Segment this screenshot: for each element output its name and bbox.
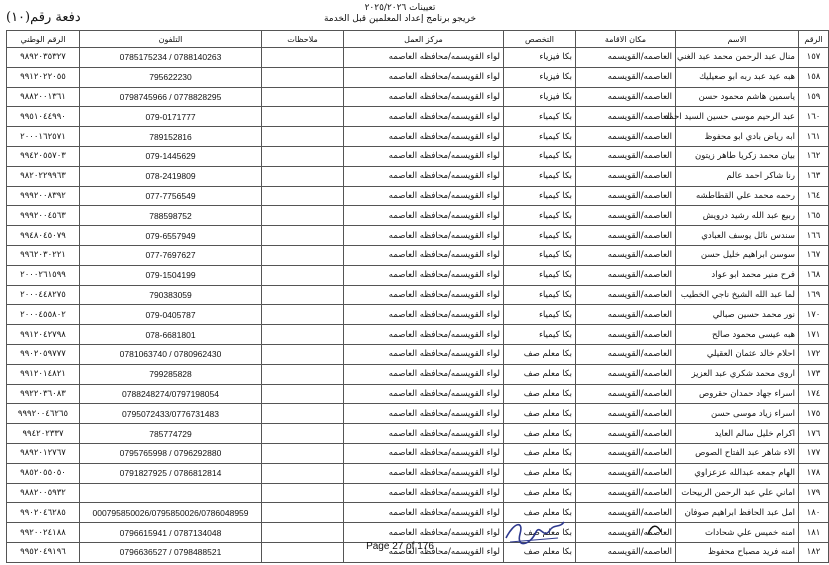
work-center-cell: لواء القويسمه/محافظه العاصمه bbox=[344, 206, 504, 226]
residence-cell: العاصمه/القويسمه bbox=[576, 404, 676, 424]
name-cell: فرح منير محمد ابو عواد bbox=[676, 265, 799, 285]
phone-cell: 789152816 bbox=[80, 127, 262, 147]
name-cell: امنه فريد مصباح محفوظ bbox=[676, 542, 799, 562]
table-row bbox=[7, 265, 829, 285]
specialty-cell: بكا كيمياء bbox=[504, 265, 576, 285]
table-row bbox=[7, 245, 829, 265]
notes-cell bbox=[262, 107, 344, 127]
row-number-cell: ١٥٨ bbox=[799, 67, 829, 87]
row-number-cell: ١٦٨ bbox=[799, 265, 829, 285]
work-center-cell: لواء القويسمه/محافظه العاصمه bbox=[344, 265, 504, 285]
specialty-cell: بكا معلم صف bbox=[504, 384, 576, 404]
phone-cell: 0791827925 / 0786812814 bbox=[80, 463, 262, 483]
national-id-cell: ٩٩٤٢٠٥٥٧٠٣ bbox=[7, 146, 80, 166]
work-center-cell: لواء القويسمه/محافظه العاصمه bbox=[344, 523, 504, 543]
column-header-specialty: التخصص bbox=[504, 31, 576, 48]
row-number-cell: ١٧٨ bbox=[799, 463, 829, 483]
residence-cell: العاصمه/القويسمه bbox=[576, 463, 676, 483]
phone-cell: 079-1445629 bbox=[80, 146, 262, 166]
national-id-cell: ٩٩٩٢٠٠٤٥٦٣ bbox=[7, 206, 80, 226]
residence-cell: العاصمه/القويسمه bbox=[576, 67, 676, 87]
notes-cell bbox=[262, 483, 344, 503]
residence-cell: العاصمه/القويسمه bbox=[576, 186, 676, 206]
national-id-cell: ٩٨٨٢٠٠١٣٦١ bbox=[7, 87, 80, 107]
residence-cell: العاصمه/القويسمه bbox=[576, 542, 676, 562]
national-id-cell: ٢٠٠٠١٦٢٥٧١ bbox=[7, 127, 80, 147]
specialty-cell: بكا كيمياء bbox=[504, 245, 576, 265]
document-title: تعيينات ٢٠٢٥/٢٠٢٦ bbox=[364, 3, 436, 13]
phone-cell bbox=[80, 483, 262, 503]
work-center-cell: لواء القويسمه/محافظه العاصمه bbox=[344, 483, 504, 503]
residence-cell: العاصمه/القويسمه bbox=[576, 384, 676, 404]
table-row bbox=[7, 166, 829, 186]
row-number-cell: ١٧٥ bbox=[799, 404, 829, 424]
batch-number-label: دفعة رقم(١٠) bbox=[6, 10, 81, 25]
work-center-cell: لواء القويسمه/محافظه العاصمه bbox=[344, 325, 504, 345]
phone-cell: 0796636527 / 0798488521 bbox=[80, 542, 262, 562]
name-cell: سندس نائل يوسف العبادي bbox=[676, 226, 799, 246]
residence-cell: العاصمه/القويسمه bbox=[576, 503, 676, 523]
column-header-name: الاسم bbox=[676, 31, 799, 48]
row-number-cell: ١٧٧ bbox=[799, 443, 829, 463]
phone-cell: 0798745966 / 0778828295 bbox=[80, 87, 262, 107]
specialty-cell: بكا كيمياء bbox=[504, 305, 576, 325]
name-cell: الاء شاهر عبد الفتاح الصوص bbox=[676, 443, 799, 463]
phone-cell: 0788248274/0797198054 bbox=[80, 384, 262, 404]
table-row bbox=[7, 404, 829, 424]
document-subtitle: خريجو برنامج إعداد المعلمين قبل الخدمة bbox=[323, 14, 477, 24]
residence-cell: العاصمه/القويسمه bbox=[576, 226, 676, 246]
column-header-residence: مكان الاقامة bbox=[576, 31, 676, 48]
residence-cell: العاصمه/القويسمه bbox=[576, 344, 676, 364]
residence-cell: العاصمه/القويسمه bbox=[576, 87, 676, 107]
column-header-phone: التلفون bbox=[80, 31, 262, 48]
national-id-cell: ٩٩٤٨٠٤٥٠٧٩ bbox=[7, 226, 80, 246]
work-center-cell: لواء القويسمه/محافظه العاصمه bbox=[344, 226, 504, 246]
table-row bbox=[7, 107, 829, 127]
name-cell: هبه عيسى محمود صالح bbox=[676, 325, 799, 345]
notes-cell bbox=[262, 48, 344, 68]
specialty-cell: بكا كيمياء bbox=[504, 186, 576, 206]
work-center-cell: لواء القويسمه/محافظه العاصمه bbox=[344, 384, 504, 404]
notes-cell bbox=[262, 226, 344, 246]
row-number-cell: ١٧٦ bbox=[799, 424, 829, 444]
work-center-cell: لواء القويسمه/محافظه العاصمه bbox=[344, 542, 504, 562]
column-header-work-center: مركز العمل bbox=[344, 31, 504, 48]
national-id-cell: ٩٨٥٢٠٥٥٠٥٠ bbox=[7, 463, 80, 483]
name-cell: اكرام خليل سالم العايد bbox=[676, 424, 799, 444]
notes-cell bbox=[262, 443, 344, 463]
phone-cell: 078-6681801 bbox=[80, 325, 262, 345]
phone-cell: 079-0405787 bbox=[80, 305, 262, 325]
table-row bbox=[7, 48, 829, 68]
residence-cell: العاصمه/القويسمه bbox=[576, 166, 676, 186]
phone-cell: 0796615941 / 0787134048 bbox=[80, 523, 262, 543]
table-row bbox=[7, 67, 829, 87]
national-id-cell: ٩٨٩٢٠١٢٧٦٧ bbox=[7, 443, 80, 463]
work-center-cell: لواء القويسمه/محافظه العاصمه bbox=[344, 107, 504, 127]
phone-cell: 079-1504199 bbox=[80, 265, 262, 285]
work-center-cell: لواء القويسمه/محافظه العاصمه bbox=[344, 48, 504, 68]
notes-cell bbox=[262, 463, 344, 483]
residence-cell: العاصمه/القويسمه bbox=[576, 107, 676, 127]
work-center-cell: لواء القويسمه/محافظه العاصمه bbox=[344, 443, 504, 463]
phone-cell: 788598752 bbox=[80, 206, 262, 226]
table-row bbox=[7, 87, 829, 107]
notes-cell bbox=[262, 285, 344, 305]
national-id-cell: ٩٩٥٢٠٤٩١٩٦ bbox=[7, 542, 80, 562]
specialty-cell: بكا كيمياء bbox=[504, 285, 576, 305]
column-header-national-id: الرقم الوطني bbox=[7, 31, 80, 48]
specialty-cell: بكا معلم صف bbox=[504, 404, 576, 424]
notes-cell bbox=[262, 424, 344, 444]
row-number-cell: ١٧١ bbox=[799, 325, 829, 345]
row-number-cell: ١٧٩ bbox=[799, 483, 829, 503]
specialty-cell: بكا كيمياء bbox=[504, 146, 576, 166]
specialty-cell: بكا معلم صف bbox=[504, 443, 576, 463]
table-row bbox=[7, 186, 829, 206]
table-row bbox=[7, 384, 829, 404]
row-number-cell: ١٦٩ bbox=[799, 285, 829, 305]
name-cell: امل عبد الحافظ ابراهيم صوفان bbox=[676, 503, 799, 523]
phone-cell: 0781063740 / 0780962430 bbox=[80, 344, 262, 364]
specialty-cell: بكا كيمياء bbox=[504, 166, 576, 186]
notes-cell bbox=[262, 146, 344, 166]
work-center-cell: لواء القويسمه/محافظه العاصمه bbox=[344, 285, 504, 305]
name-cell: ياسمين هاشم محمود حسن bbox=[676, 87, 799, 107]
residence-cell: العاصمه/القويسمه bbox=[576, 424, 676, 444]
notes-cell bbox=[262, 67, 344, 87]
work-center-cell: لواء القويسمه/محافظه العاصمه bbox=[344, 166, 504, 186]
name-cell: بيان محمد زكريا طاهر زيتون bbox=[676, 146, 799, 166]
notes-cell bbox=[262, 87, 344, 107]
national-id-cell: ٩٩٩٢٠٠٨٣٩٢ bbox=[7, 186, 80, 206]
phone-cell: 0785175234 / 0788140263 bbox=[80, 48, 262, 68]
phone-cell: 077-7756549 bbox=[80, 186, 262, 206]
row-number-cell: ١٦٥ bbox=[799, 206, 829, 226]
specialty-cell: بكا معلم صف bbox=[504, 483, 576, 503]
name-cell: سوسن ابراهيم خليل حسن bbox=[676, 245, 799, 265]
notes-cell bbox=[262, 245, 344, 265]
table-body bbox=[7, 48, 829, 563]
specialty-cell: بكا كيمياء bbox=[504, 107, 576, 127]
table-row bbox=[7, 305, 829, 325]
row-number-cell: ١٦١ bbox=[799, 127, 829, 147]
phone-cell: 790383059 bbox=[80, 285, 262, 305]
signature-mark bbox=[500, 510, 570, 550]
national-id-cell: ٩٩٢٠٠٢٤١٨٨ bbox=[7, 523, 80, 543]
notes-cell bbox=[262, 166, 344, 186]
national-id-cell: ٢٠٠٠٤٤٨٢٧٥ bbox=[7, 285, 80, 305]
notes-cell bbox=[262, 404, 344, 424]
specialty-cell: بكا فيزياء bbox=[504, 48, 576, 68]
name-cell: رنا شاكر احمد عالم bbox=[676, 166, 799, 186]
table-row bbox=[7, 424, 829, 444]
residence-cell: العاصمه/القويسمه bbox=[576, 364, 676, 384]
notes-cell bbox=[262, 305, 344, 325]
table-row bbox=[7, 127, 829, 147]
specialty-cell: بكا كيمياء bbox=[504, 127, 576, 147]
phone-cell: 785774729 bbox=[80, 424, 262, 444]
row-number-cell: ١٧٢ bbox=[799, 344, 829, 364]
specialty-cell: بكا معلم صف bbox=[504, 523, 576, 543]
national-id-cell: ٩٨٨٢٠٠٥٩٣٢ bbox=[7, 483, 80, 503]
national-id-cell: ٩٩٠٢٠٥٩٧٧٧ bbox=[7, 344, 80, 364]
notes-cell bbox=[262, 325, 344, 345]
national-id-cell: ٩٩١٢٠٤٢٧٩٨ bbox=[7, 325, 80, 345]
name-cell: امنه خميس علي شحادات bbox=[676, 523, 799, 543]
phone-cell: 079-0171777 bbox=[80, 107, 262, 127]
residence-cell: العاصمه/القويسمه bbox=[576, 245, 676, 265]
phone-cell: 0795072433/0776731483 bbox=[80, 404, 262, 424]
name-cell: رحمه محمد علي القطاطشه bbox=[676, 186, 799, 206]
residence-cell: العاصمه/القويسمه bbox=[576, 443, 676, 463]
specialty-cell: بكا فيزياء bbox=[504, 67, 576, 87]
national-id-cell: ٩٨٢٠٢٢٩٩٦٣ bbox=[7, 166, 80, 186]
page-number: Page 27 of 176 bbox=[366, 541, 434, 552]
row-number-cell: ١٦٧ bbox=[799, 245, 829, 265]
table-row bbox=[7, 206, 829, 226]
residence-cell: العاصمه/القويسمه bbox=[576, 285, 676, 305]
notes-cell bbox=[262, 523, 344, 543]
name-cell: هبه عيد عبد ربه ابو صعيليك bbox=[676, 67, 799, 87]
table-row bbox=[7, 226, 829, 246]
table-row bbox=[7, 463, 829, 483]
specialty-cell: بكا كيمياء bbox=[504, 206, 576, 226]
name-cell: اسراء زياد موسى حسن bbox=[676, 404, 799, 424]
name-cell: منال عبد الرحمن محمد عبد الغني bbox=[676, 48, 799, 68]
notes-cell bbox=[262, 364, 344, 384]
column-header-notes: ملاحظات bbox=[262, 31, 344, 48]
row-number-cell: ١٧٤ bbox=[799, 384, 829, 404]
table-row bbox=[7, 483, 829, 503]
work-center-cell: لواء القويسمه/محافظه العاصمه bbox=[344, 186, 504, 206]
specialty-cell: بكا فيزياء bbox=[504, 87, 576, 107]
table-row bbox=[7, 285, 829, 305]
national-id-cell: ٩٩١٢٠٢٢٠٥٥ bbox=[7, 67, 80, 87]
notes-cell bbox=[262, 344, 344, 364]
row-number-cell: ١٦٣ bbox=[799, 166, 829, 186]
handwritten-initial-mark bbox=[645, 520, 665, 540]
national-id-cell: ٩٩٦٢٠٣٠٢٢١ bbox=[7, 245, 80, 265]
row-number-cell: ١٦٠ bbox=[799, 107, 829, 127]
table-row bbox=[7, 344, 829, 364]
notes-cell bbox=[262, 384, 344, 404]
name-cell: اماني علي عبد الرحمن الربيحات bbox=[676, 483, 799, 503]
name-cell: اروى محمد شكري عبد العزيز bbox=[676, 364, 799, 384]
residence-cell: العاصمه/القويسمه bbox=[576, 48, 676, 68]
work-center-cell: لواء القويسمه/محافظه العاصمه bbox=[344, 344, 504, 364]
phone-cell: 077-7697627 bbox=[80, 245, 262, 265]
national-id-cell: ٢٠٠٠٢٦١٥٩٩ bbox=[7, 265, 80, 285]
row-number-cell: ١٦٦ bbox=[799, 226, 829, 246]
row-number-cell: ١٨٢ bbox=[799, 542, 829, 562]
residence-cell: العاصمه/القويسمه bbox=[576, 265, 676, 285]
work-center-cell: لواء القويسمه/محافظه العاصمه bbox=[344, 127, 504, 147]
specialty-cell: بكا معلم صف bbox=[504, 344, 576, 364]
phone-cell: 078-2419809 bbox=[80, 166, 262, 186]
row-number-cell: ١٨١ bbox=[799, 523, 829, 543]
work-center-cell: لواء القويسمه/محافظه العاصمه bbox=[344, 404, 504, 424]
work-center-cell: لواء القويسمه/محافظه العاصمه bbox=[344, 424, 504, 444]
phone-cell: 799285828 bbox=[80, 364, 262, 384]
residence-cell: العاصمه/القويسمه bbox=[576, 523, 676, 543]
national-id-cell: ٩٩٩٢٠٠٤٦٢٦٥ bbox=[7, 404, 80, 424]
work-center-cell: لواء القويسمه/محافظه العاصمه bbox=[344, 146, 504, 166]
name-cell: عبد الرحيم موسى حسين السيد احمد bbox=[676, 107, 799, 127]
specialty-cell: بكا معلم صف bbox=[504, 463, 576, 483]
name-cell: ربيع عبد الله رشيد درويش bbox=[676, 206, 799, 226]
row-number-cell: ١٧٣ bbox=[799, 364, 829, 384]
name-cell: نور محمد حسين صبالي bbox=[676, 305, 799, 325]
table-row bbox=[7, 146, 829, 166]
national-id-cell: ٩٩٤٢٠٢٣٣٧ bbox=[7, 424, 80, 444]
row-number-cell: ١٨٠ bbox=[799, 503, 829, 523]
work-center-cell: لواء القويسمه/محافظه العاصمه bbox=[344, 67, 504, 87]
row-number-cell: ١٥٧ bbox=[799, 48, 829, 68]
table-row bbox=[7, 325, 829, 345]
national-id-cell: ٩٩٥١٠٤٤٩٩٠ bbox=[7, 107, 80, 127]
row-number-cell: ١٥٩ bbox=[799, 87, 829, 107]
work-center-cell: لواء القويسمه/محافظه العاصمه bbox=[344, 463, 504, 483]
residence-cell: العاصمه/القويسمه bbox=[576, 325, 676, 345]
notes-cell bbox=[262, 186, 344, 206]
row-number-cell: ١٦٤ bbox=[799, 186, 829, 206]
name-cell: الهام جمعه عبدالله عزعزاوي bbox=[676, 463, 799, 483]
residence-cell: العاصمه/القويسمه bbox=[576, 146, 676, 166]
work-center-cell: لواء القويسمه/محافظه العاصمه bbox=[344, 245, 504, 265]
notes-cell bbox=[262, 503, 344, 523]
specialty-cell: بكا معلم صف bbox=[504, 542, 576, 562]
national-id-cell: ٩٩٠٢٠٤٦٢٨٥ bbox=[7, 503, 80, 523]
phone-cell: 795622230 bbox=[80, 67, 262, 87]
table-row bbox=[7, 523, 829, 543]
name-cell: احلام خالد عثمان العقيلي bbox=[676, 344, 799, 364]
notes-cell bbox=[262, 206, 344, 226]
specialty-cell: بكا كيمياء bbox=[504, 325, 576, 345]
specialty-cell: بكا معلم صف bbox=[504, 364, 576, 384]
notes-cell bbox=[262, 127, 344, 147]
phone-cell: 000795850026/0795850026/0786048959 bbox=[80, 503, 262, 523]
residence-cell: العاصمه/القويسمه bbox=[576, 206, 676, 226]
work-center-cell: لواء القويسمه/محافظه العاصمه bbox=[344, 305, 504, 325]
national-id-cell: ٩٩١٢٠١٤٨٢١ bbox=[7, 364, 80, 384]
residence-cell: العاصمه/القويسمه bbox=[576, 127, 676, 147]
specialty-cell: بكا معلم صف bbox=[504, 503, 576, 523]
work-center-cell: لواء القويسمه/محافظه العاصمه bbox=[344, 503, 504, 523]
specialty-cell: بكا كيمياء bbox=[504, 226, 576, 246]
national-id-cell: ٩٨٩٢٠٣٥٣٢٧ bbox=[7, 48, 80, 68]
notes-cell bbox=[262, 265, 344, 285]
row-number-cell: ١٧٠ bbox=[799, 305, 829, 325]
name-cell: لما عبد الله الشيخ ناجي الخطيب bbox=[676, 285, 799, 305]
residence-cell: العاصمه/القويسمه bbox=[576, 483, 676, 503]
name-cell: ابه رياض بادي ابو محفوظ bbox=[676, 127, 799, 147]
phone-cell: 079-6557949 bbox=[80, 226, 262, 246]
national-id-cell: ٢٠٠٠٤٥٥٨٠٢ bbox=[7, 305, 80, 325]
table-row bbox=[7, 364, 829, 384]
row-number-cell: ١٦٢ bbox=[799, 146, 829, 166]
phone-cell: 0795765998 / 0796292880 bbox=[80, 443, 262, 463]
table-header-row bbox=[7, 31, 829, 48]
table-row bbox=[7, 443, 829, 463]
work-center-cell: لواء القويسمه/محافظه العاصمه bbox=[344, 364, 504, 384]
specialty-cell: بكا معلم صف bbox=[504, 424, 576, 444]
name-cell: اسراء جهاد حمدان حقروص bbox=[676, 384, 799, 404]
table-row bbox=[7, 503, 829, 523]
national-id-cell: ٩٩٢٢٠٣٦٠٨٣ bbox=[7, 384, 80, 404]
appointments-table bbox=[6, 30, 829, 563]
column-header-number: الرقم bbox=[799, 31, 829, 48]
residence-cell: العاصمه/القويسمه bbox=[576, 305, 676, 325]
work-center-cell: لواء القويسمه/محافظه العاصمه bbox=[344, 87, 504, 107]
